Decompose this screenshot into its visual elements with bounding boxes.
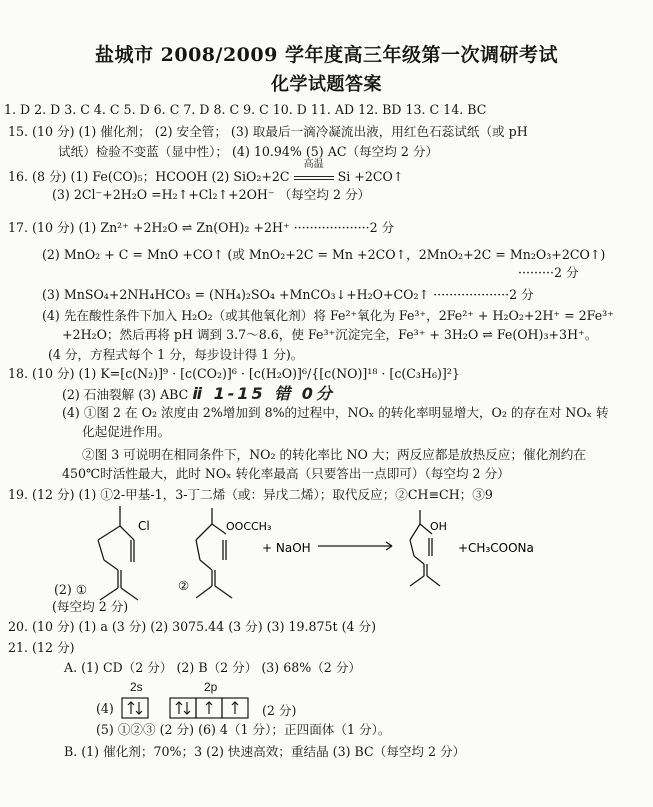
q21-A-line-5-6: (5) ①②③ (2 分) (6) 4（1 分）；正四面体（1 分）。 (96, 722, 391, 737)
q19-structures (0, 500, 653, 608)
q15-line-2: 试纸）检验不变蓝（显中性）； (4) 10.94% (5) AC（每空均 2 分） (58, 144, 439, 159)
q21-A-line-1: A. (1) CD（2 分） (2) B（2 分） (3) 68%（2 分） (64, 660, 362, 675)
q15-line-1: 15. (10 分) (1) 催化剂； (2) 安全管； (3) 取最后一滴冷凝流出液，用红色石蕊试纸（或 pH (8, 124, 528, 139)
q17-line-2: (2) MnO₂ + C = MnO +CO↑ (或 MnO₂+2C = Mn +2CO↑，2MnO₂+2C = Mn₂O₃+2CO↑) (42, 247, 606, 262)
double-line-sign (294, 176, 334, 180)
q21-A-4-score: (2 分) (262, 703, 297, 718)
q17-line-6: (4 分，方程式每个 1 分，每步设计得 1 分)。 (48, 347, 304, 362)
condition-label: 高温 (303, 159, 324, 170)
reaction-condition (294, 159, 334, 185)
q16-equation-right: Si +2CO↑ (337, 169, 404, 184)
byproduct-label: +CH₃COONa (458, 541, 534, 555)
chloro-label: Cl (138, 519, 150, 533)
q18-line-5: ②图 3 可说明在相同条件下，NO₂ 的转化率比 NO 大；两反应都是放热反应；催化剂约在 (82, 447, 586, 462)
handwritten-note: ⅱ 1-15 错 0分 (192, 384, 335, 403)
q17-line-1: 17. (10 分) (1) Zn²⁺ +2H₂O ⇌ Zn(OH)₂ +2H⁺ ···················2 分 (8, 220, 395, 235)
q19-part2-label-1: (2) ① (54, 582, 88, 597)
orbital-2s-label: 2s (130, 680, 143, 694)
q18-line-2 (62, 386, 335, 403)
q17-line-4: (4) 先在酸性条件下加入 H₂O₂（或其他氧化剂）将 Fe²⁺氧化为 Fe³⁺，2Fe²⁺ + H₂O₂+2H⁺ = 2Fe³⁺ (42, 308, 614, 323)
page-title: 盐城市 2008/2009 学年度高三年级第一次调研考试 (95, 44, 558, 66)
q17-line-2-score: ·········2 分 (518, 265, 579, 280)
hydroxyl-label: OH (430, 520, 447, 533)
q16-equation-left: 16. (8 分) (1) Fe(CO)₅；HCOOH (2) SiO₂+2C (8, 169, 290, 184)
q18-line-1: 18. (10 分) (1) K=[c(N₂)]⁹ · [c(CO₂)]⁶ · [c(H₂O)]⁶/{[c(NO)]¹⁸ · [c(C₃H₆)]²} (8, 366, 460, 381)
q21-A-4-label: (4) (96, 701, 114, 716)
orbital-diagram (120, 694, 260, 722)
q20-line: 20. (10 分) (1) a (3 分) (2) 3075.44 (3 分) (3) 19.875t (4 分) (8, 619, 377, 634)
q19-line-1: 19. (12 分) (1) ①2-甲基-1，3-丁二烯（或：异戊二烯）；取代反应；②CH≡CH；③9 (8, 487, 493, 502)
q21-header: 21. (12 分) (8, 640, 75, 655)
page-subtitle: 化学试题答案 (271, 74, 382, 95)
q19-part2-label-2: ② (178, 578, 190, 593)
q18-line-3: (4) ①图 2 在 O₂ 浓度由 2%增加到 8%的过程中，NOₓ 的转化率明显增大，O₂ 的存在对 NOₓ 转 (62, 405, 609, 420)
q16-line-1 (8, 159, 404, 185)
q18-line-4: 化起促进作用。 (82, 424, 171, 439)
multiple-choice-answers: 1. D 2. D 3. C 4. C 5. D 6. C 7. D 8. C 9. C 10. D 11. AD 12. BD 13. C 14. BC (4, 102, 487, 117)
q16-line-2: (3) 2Cl⁻+2H₂O =H₂↑+Cl₂↑+2OH⁻ （每空均 2 分） (52, 187, 371, 202)
q18-answers-2-3: (2) 石油裂解 (3) ABC (62, 387, 189, 402)
q17-line-5: +2H₂O；然后再将 pH 调到 3.7～8.6，使 Fe³⁺沉淀完全，Fe³⁺ + 3H₂O ⇌ Fe(OH)₃+3H⁺。 (62, 327, 598, 342)
acetate-group-label: OOCCH₃ (226, 520, 272, 533)
orbital-2p-label: 2p (204, 680, 218, 694)
reagent-label: + NaOH (262, 541, 311, 555)
q17-line-3: (3) MnSO₄+2NH₄HCO₃ = (NH₄)₂SO₄ +MnCO₃↓+H₂O+CO₂↑ ···················2 分 (42, 287, 534, 302)
q18-line-6: 450℃时活性最大，此时 NOₓ 转化率最高（只要答出一点即可）（每空均 2 分） (62, 466, 510, 481)
q19-score-note: (每空均 2 分) (52, 599, 129, 614)
q21-B-line: B. (1) 催化剂；70%；3 (2) 快速高效；重结晶 (3) BC（每空均 2 分） (64, 744, 466, 759)
